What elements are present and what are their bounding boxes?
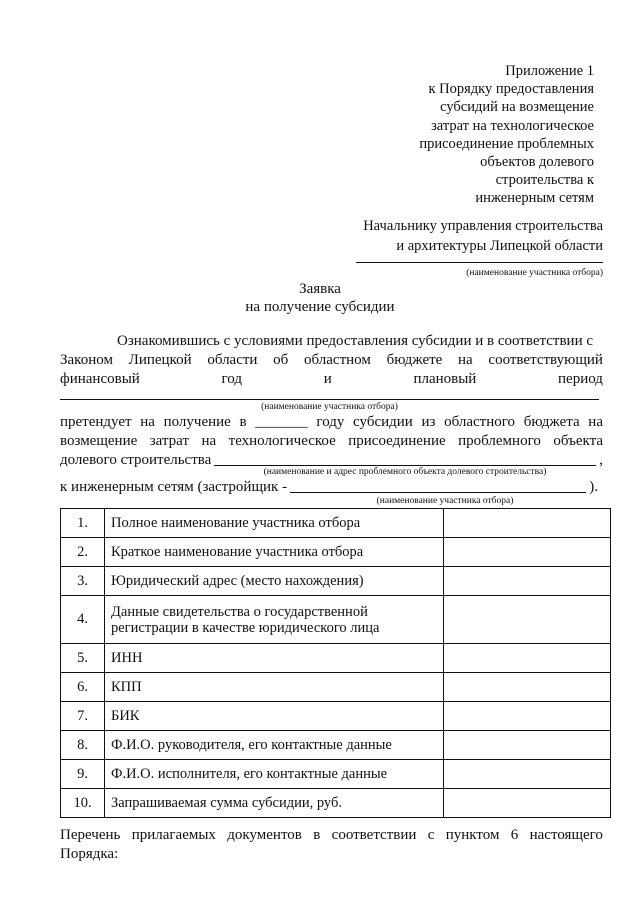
row-label: Ф.И.О. руководителя, его контактные данные [105, 731, 444, 760]
attachments-word: Перечень [60, 827, 121, 843]
row-label: Ф.И.О. исполнителя, его контактные данные [105, 760, 444, 789]
annex-line: субсидий на возмещение [440, 99, 594, 116]
row-number: 6. [61, 673, 105, 702]
row-value-cell[interactable] [444, 789, 611, 818]
row-value-cell[interactable] [444, 509, 611, 538]
intro-text: Ознакомившись с условиями предоставления субсидии и в соответствии с [117, 333, 594, 349]
row-label: ИНН [105, 644, 444, 673]
table-row [61, 673, 611, 702]
participant-hint-1: (наименование участника отбора) [261, 402, 398, 412]
object-hint: (наименование и адрес проблемного объекта долевого строительства) [263, 467, 547, 477]
table-row [61, 509, 611, 538]
intro-word: плановый [413, 371, 477, 387]
form-subtitle: на получение субсидии [245, 299, 395, 315]
row-value-cell[interactable] [444, 538, 611, 567]
row-number: 7. [61, 702, 105, 731]
row-label: Юридический адрес (место нахождения) [105, 567, 444, 596]
row-label: КПП [105, 673, 444, 702]
row-label: Запрашиваемая сумма субсидии, руб. [105, 789, 444, 818]
developer-field[interactable] [290, 492, 586, 493]
annex-line: объектов долевого [480, 154, 594, 171]
table-row [61, 760, 611, 789]
row-value-cell[interactable] [444, 731, 611, 760]
row-number: 1. [61, 509, 105, 538]
table-row [61, 596, 611, 644]
row-label: Полное наименование участника отбора [105, 509, 444, 538]
intro-word: год [221, 371, 242, 387]
attachments-word: настоящего [529, 827, 603, 843]
intro-word: Липецкой [128, 352, 192, 368]
row-number: 8. [61, 731, 105, 760]
intro-word: соответствующий [488, 352, 603, 368]
participant-field-1[interactable] [60, 399, 599, 400]
annex-header [380, 62, 594, 208]
applicant-data-table [60, 508, 611, 818]
row-value-cell[interactable] [444, 567, 611, 596]
row-value-cell[interactable] [444, 596, 611, 644]
networks-prefix: к инженерным сетям (застройщик - [60, 479, 288, 495]
claims-line: возмещение затрат на технологическое присоединение проблемного объекта [60, 433, 603, 449]
attachments-word: в [313, 827, 321, 843]
attachments-word: соответствии [331, 827, 417, 843]
attachments-word: 6 [510, 827, 519, 843]
annex-line: к Порядку предоставления [428, 81, 594, 98]
intro-line [60, 332, 603, 351]
row-value-cell[interactable] [444, 702, 611, 731]
row-number: 10. [61, 789, 105, 818]
table-row [61, 702, 611, 731]
attachments-word: пунктом [445, 827, 500, 843]
row-value-cell[interactable] [444, 760, 611, 789]
intro-word: Законом [60, 352, 113, 368]
networks-suffix: ). [589, 479, 598, 495]
row-label: Краткое наименование участника отбора [105, 538, 444, 567]
annex-line: затрат на технологическое [431, 117, 594, 134]
annex-line: присоединение проблемных [419, 135, 594, 152]
addressee-line: и архитектуры Липецкой области [396, 238, 603, 254]
developer-field-row [60, 478, 598, 497]
intro-word: об [273, 352, 289, 368]
row-label: БИК [105, 702, 444, 731]
intro-word: период [558, 371, 603, 387]
intro-line [60, 370, 603, 389]
intro-word: области [207, 352, 258, 368]
intro-word: бюджете [386, 352, 443, 368]
annex-line: строительства к [495, 172, 594, 189]
intro-line [60, 351, 603, 370]
row-number: 4. [61, 596, 105, 644]
attachments-line-2: Порядка: [60, 846, 119, 862]
intro-word: и [323, 371, 332, 387]
row-label [105, 596, 444, 644]
participant-name-field[interactable] [356, 262, 603, 263]
row-value-cell[interactable] [444, 644, 611, 673]
attachments-word: документов [227, 827, 302, 843]
intro-word: областном [304, 352, 371, 368]
intro-word: финансовый [60, 371, 140, 387]
row-number: 9. [61, 760, 105, 789]
form-title: Заявка [299, 281, 341, 297]
annex-line: инженерным сетям [475, 190, 594, 207]
claims-line: претендует на получение в _______ году субсидии из областного бюджета на [60, 414, 603, 430]
row-label-line: Данные свидетельства о государственной [111, 603, 368, 620]
table-row [61, 789, 611, 818]
addressee-block [300, 216, 603, 256]
table-row [61, 731, 611, 760]
claims-prefix: долевого строительства [60, 452, 212, 468]
row-label-line: регистрации в качестве юридического лица [111, 619, 380, 636]
row-number: 3. [61, 567, 105, 596]
row-number: 5. [61, 644, 105, 673]
attachments-line [60, 826, 603, 845]
row-number: 2. [61, 538, 105, 567]
table-row [61, 644, 611, 673]
addressee-line: Начальнику управления строительства [363, 218, 603, 234]
claims-suffix: , [599, 452, 603, 468]
annex-line: Приложение 1 [505, 63, 594, 79]
participant-name-hint: (наименование участника отбора) [466, 268, 603, 278]
attachments-word: с [427, 827, 435, 843]
table-row [61, 567, 611, 596]
participant-hint-2: (наименование участника отбора) [376, 496, 514, 506]
intro-word: на [458, 352, 473, 368]
object-field[interactable] [214, 465, 596, 466]
table-row [61, 538, 611, 567]
row-value-cell[interactable] [444, 673, 611, 702]
attachments-word: прилагаемых [131, 827, 216, 843]
